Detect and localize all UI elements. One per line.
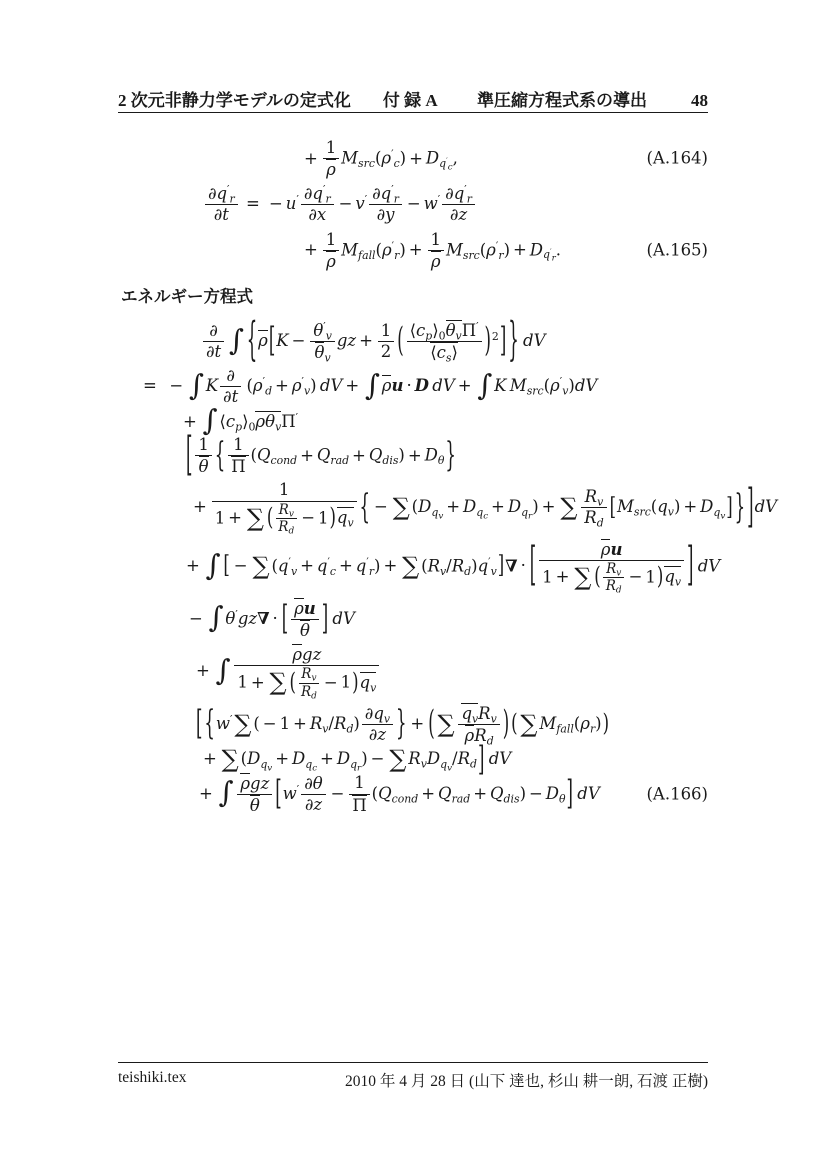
equation-line xyxy=(118,598,708,641)
math-expression: + ∫ ⟨cp⟩0ρθvΠ′ xyxy=(182,402,299,437)
math-expression: − ∫ θ′gz∇ · [ $\frac{\rho u}{\theta}$ ] dV xyxy=(188,598,355,640)
math-expression: + 1 1 + ∑ ( $\frac{Rv}{Rd}$ − 1)qv { − ∑ $(Dq_v + Dq_c + Dq_r)$ + ∑ $\frac{Rv}{Rd}$ [Msrc(qv) + $Dq_v$] } ]dV xyxy=(192,479,778,537)
math-expression: + ∑ $(Dq_v + Dq_c + Dq_r)$ − ∑ RvDq$_v$/Rd] dV xyxy=(202,738,512,778)
section-heading: エネルギー方程式 xyxy=(121,287,253,306)
equation-label: (A.164) xyxy=(646,148,708,168)
footer-filename: teishiki.tex xyxy=(118,1069,187,1086)
equation-line xyxy=(118,428,708,481)
equation-line xyxy=(118,773,708,816)
equation-line xyxy=(118,538,721,596)
equation-line xyxy=(118,184,708,225)
appendix-title: 準圧縮方程式系の導出 xyxy=(477,91,647,110)
equation-line xyxy=(118,313,708,366)
math-expression: + ∫ ρgz 1 + ∑ ( $\frac{Rv}{Rd}$ − 1)qv xyxy=(193,644,381,700)
equation-line xyxy=(118,230,708,272)
equation-line xyxy=(118,644,708,700)
page-header xyxy=(118,86,708,111)
math-expression: + ∫ [ − ∑ (q′v + q′c + q′r) + ∑ (Rv/Rd)q′v]∇ · [ ρu 1 + ∑ ( $\frac{Rv}{Rd}$ − 1)qv ] dV xyxy=(185,538,721,596)
equation-line xyxy=(118,402,708,437)
math-expression: [ $\frac{1}{\theta}$ { $\frac{1}{\Pi}$ (Qcond + Qrad + Qdis) + Dθ} xyxy=(185,428,456,481)
equation-line xyxy=(118,479,778,537)
math-expression: + ∫ ρgz θ [w′ $\frac{\partial\theta}{\partial z}$ − $\frac{1}{\Pi}$ (Qcond + Qrad + Qdis) − Dθ] dV xyxy=(198,773,600,815)
equation-label: (A.166) xyxy=(646,784,708,804)
math-expression: = − ∫ K ∂ ∂t (ρ′d + ρ′v) dV + ∫ ρu · D dV + ∫ K Msrc(ρ′v)dV xyxy=(142,366,598,407)
page-number: 48 xyxy=(691,91,708,110)
footer-rule xyxy=(118,1062,708,1063)
equation-block-1 xyxy=(118,138,708,276)
equation-line xyxy=(118,703,708,746)
math-expression: $\frac{\partial q'r}{\partial t}$ = − u′ $\frac{\partial q'r}{\partial x}$ − v′ $\frac{\partial q'r}{\partial y}$ − w′ $\frac{\partial q'r}{\partial z}$ xyxy=(203,184,477,225)
math-expression: + $\frac{1}{\rho}$ Mfall(ρ′r) + $\frac{1}{\rho}$ Msrc(ρ′r) + $Dq'_r$. xyxy=(303,229,562,271)
equation-block-2 xyxy=(118,313,778,819)
equation-line xyxy=(118,738,708,778)
header-rule xyxy=(118,112,708,113)
appendix-label: 付 録 A xyxy=(382,91,437,110)
equation-label: (A.165) xyxy=(646,240,708,260)
math-expression: + $\frac{1}{\rho}$ Msrc(ρ′c) + $Dq'_c$, xyxy=(303,138,458,180)
equation-line xyxy=(118,366,708,407)
math-expression: ∂ ∂t ∫ {ρ[K − $\frac{\theta'v}{\theta v}$ gz + $\frac{1}{2}$ ( ⟨cp⟩0θvΠ′ ⟨cs⟩ )$^2$] } dV xyxy=(201,320,545,363)
math-expression: [ {w′∑ ( − 1 + Rv/Rd) $\frac{\partial qv}{\partial z}$ } + ( ∑ qvRv ρRd ) ( ∑ Mfall(ρr)) xyxy=(195,703,609,748)
appendix-heading xyxy=(383,86,647,111)
page-footer xyxy=(118,1069,708,1091)
footer-date-authors: 2010 年 4 月 28 日 (山下 達也, 杉山 耕一朗, 石渡 正樹) xyxy=(345,1073,708,1090)
equation-line xyxy=(118,138,708,180)
running-title: 2 次元非静力学モデルの定式化 xyxy=(118,91,351,110)
